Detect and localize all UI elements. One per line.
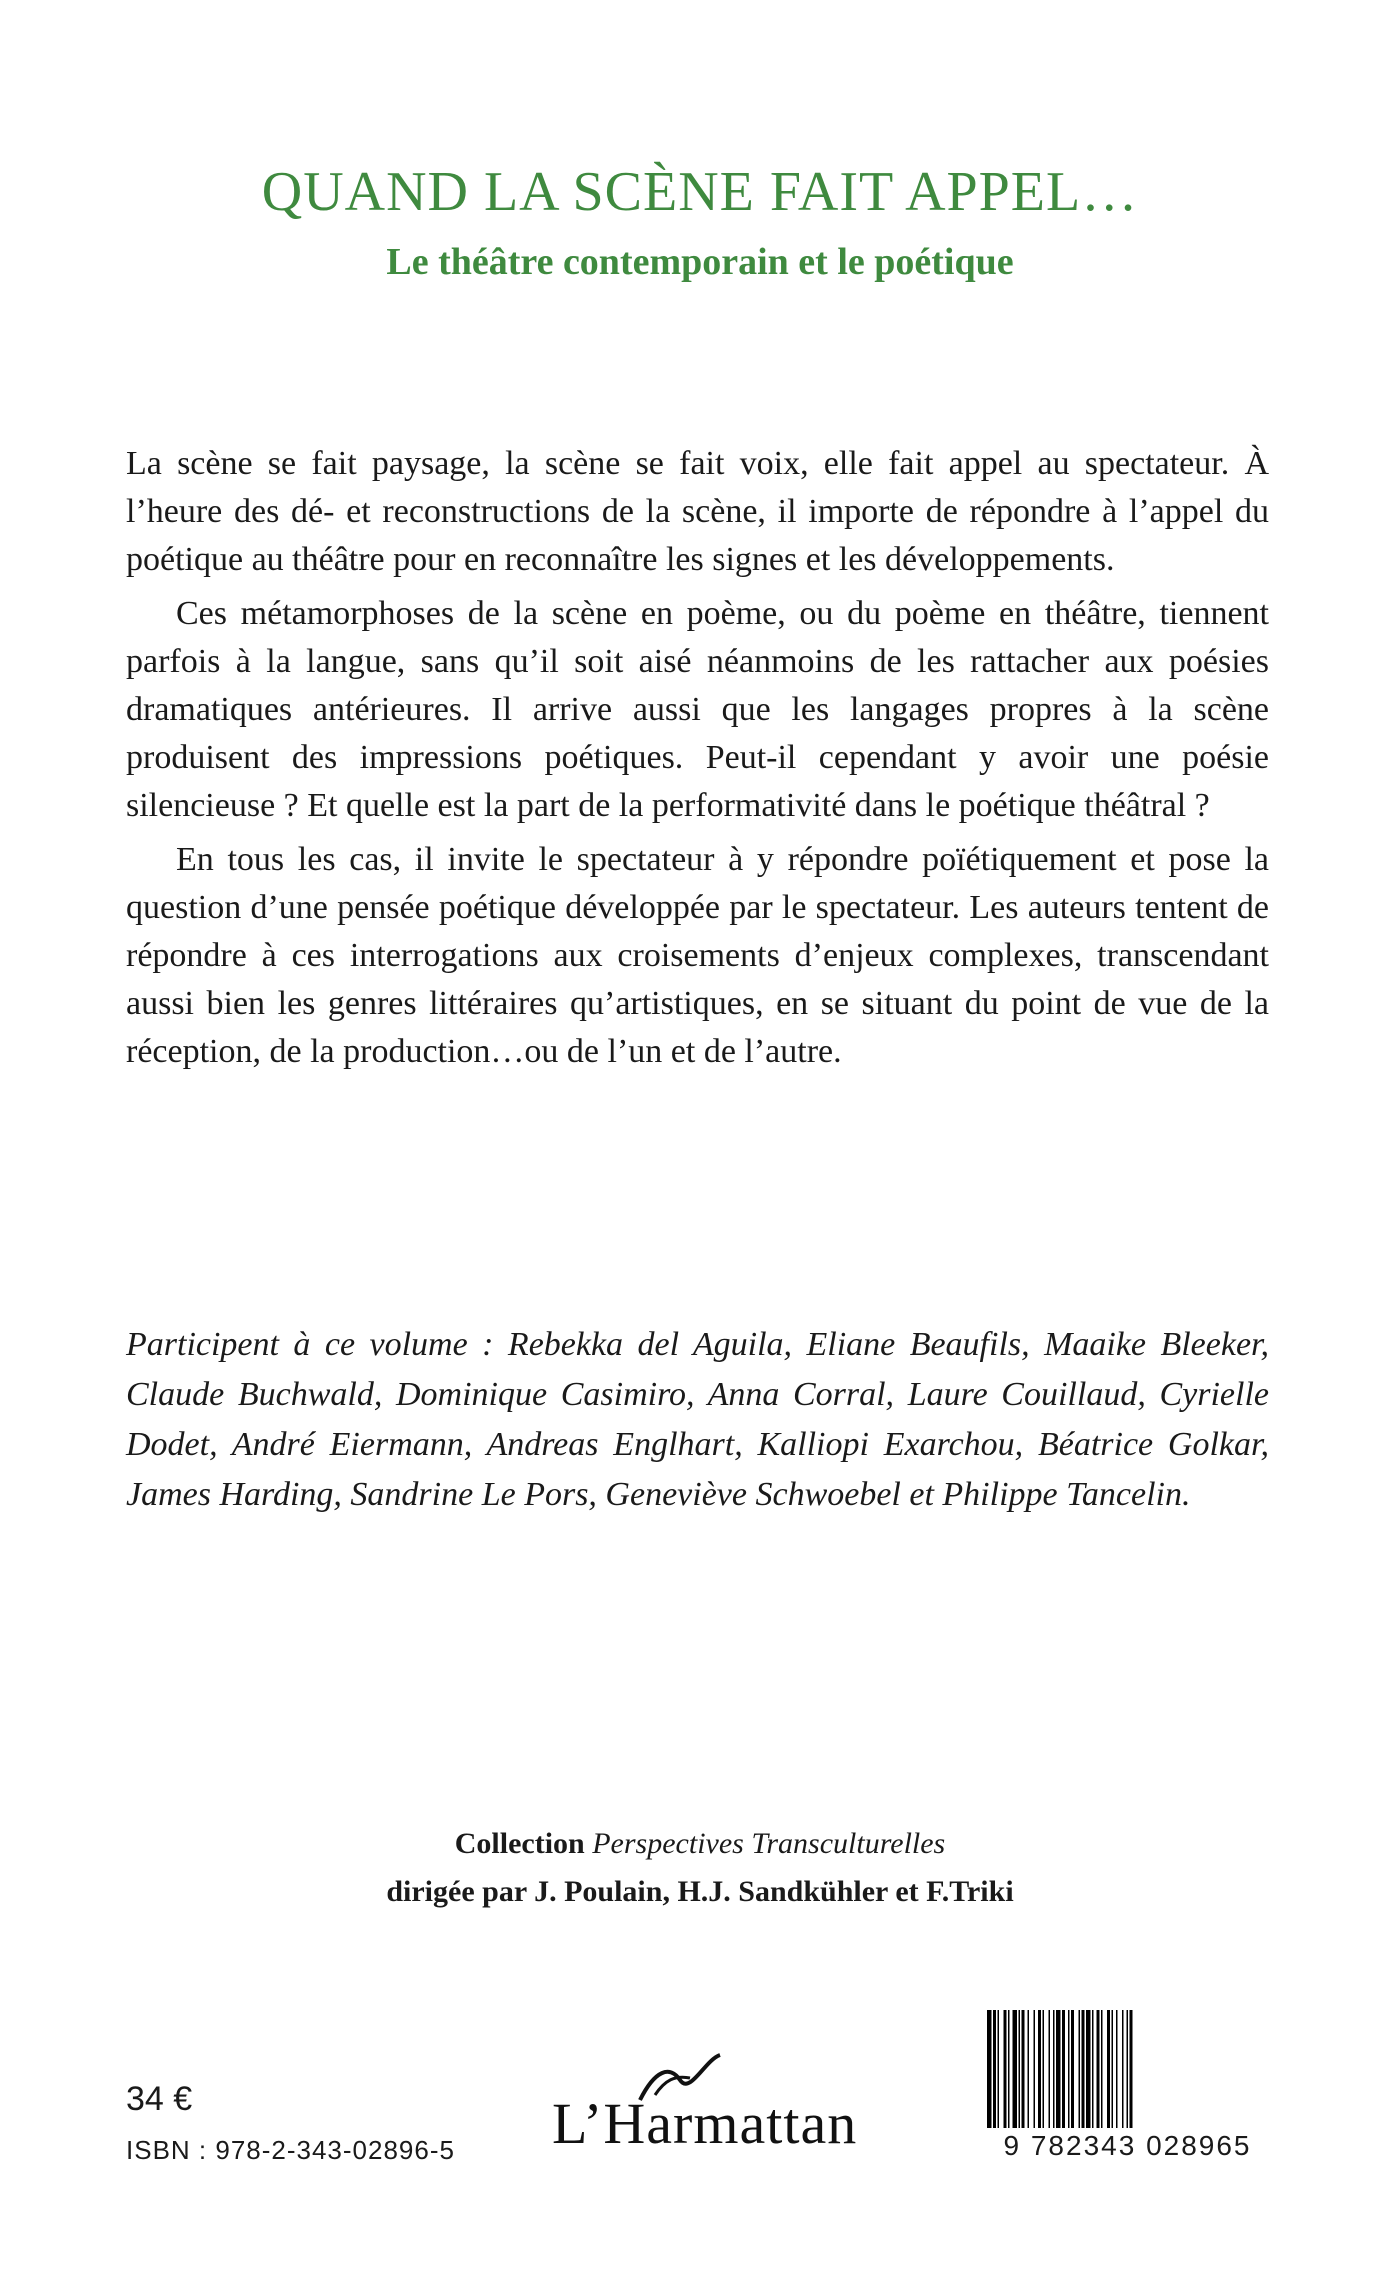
blurb (126, 440, 1269, 1082)
barcode-bar (1086, 2010, 1091, 2128)
price: 34 € (126, 2080, 193, 2118)
barcode-bar (1122, 2010, 1124, 2128)
participants-lead: Participent à ce volume : (126, 1326, 494, 1363)
book-title: QUAND LA SCÈNE FAIT APPEL… (261, 161, 1139, 223)
collection-series: Perspectives Transculturelles (592, 1827, 946, 1860)
barcode-bar (1062, 2010, 1065, 2128)
barcode-bar (1116, 2010, 1118, 2128)
barcode-bar (1053, 2010, 1055, 2128)
barcode-bar (1019, 2010, 1021, 2128)
barcode-bar (1022, 2010, 1025, 2128)
barcode-bar (1130, 2010, 1133, 2128)
barcode-bar (1082, 2010, 1085, 2128)
barcode-bar (1013, 2010, 1018, 2128)
barcode-bar (1008, 2010, 1010, 2128)
barcode-bar (1004, 2010, 1007, 2128)
barcode-bar (1038, 2010, 1041, 2128)
barcode-bar (1028, 2010, 1030, 2128)
barcode-bar (987, 2010, 992, 2128)
barcode-bar (1071, 2010, 1074, 2128)
blurb-paragraph-3: En tous les cas, il invite le spectateur à y répondre poïétiquement et pose la question d’une pensée poétique développée par le spectateur. Les auteurs tentent de répondre à ces interrogations aux croisements d’enjeux complexes, transcendant aussi bien les genres littéraires qu’artistiques, en se situant du point de vue de la réception, de la production…ou de l’un et de l’autre. (126, 841, 1269, 1070)
collection-line (0, 1820, 1400, 1868)
collection-info (0, 1820, 1400, 1916)
barcode-bar (1034, 2010, 1036, 2128)
blurb-paragraph-2: Ces métamorphoses de la scène en poème, ou du poème en théâtre, tiennent parfois à la langue, sans qu’il soit aisé néanmoins de les rattacher aux poésies dramatiques antérieures. Il arrive aussi que les langages propres à la scène produisent des impressions poétiques. Peut-il cependant y avoir une poésie silencieuse ? Et quelle est la part de la performativité dans le poétique théâtral ? (126, 595, 1269, 824)
publisher-logo-text: L’Harmattan (552, 2091, 858, 2156)
isbn: ISBN : 978-2-343-02896-5 (126, 2135, 455, 2165)
collection-directors: dirigée par J. Poulain, H.J. Sandkühler et F.Triki (386, 1875, 1014, 1908)
barcode-bar (1101, 2010, 1103, 2128)
barcode-bar (1068, 2010, 1070, 2128)
barcode-bars (985, 2010, 1270, 2128)
barcode-bar (1107, 2010, 1110, 2128)
book-subtitle: Le théâtre contemporain et le poétique (386, 241, 1014, 283)
barcode-digits: 9 782343 028965 (1003, 2130, 1252, 2161)
barcode-bar (1056, 2010, 1061, 2128)
blurb-paragraph-1: La scène se fait paysage, la scène se fait voix, elle fait appel au spectateur. À l’heure des dé- et reconstructions de la scène, il importe de répondre à l’appel du poétique au théâtre pour en reconnaître les signes et les développements. (126, 445, 1269, 578)
barcode-bar (993, 2010, 996, 2128)
barcode (985, 2010, 1270, 2170)
barcode-bar (1043, 2010, 1045, 2128)
barcode-bar (998, 2010, 1000, 2128)
barcode-bar (1127, 2010, 1129, 2128)
barcode-bar (1049, 2010, 1051, 2128)
barcode-bar (1092, 2010, 1094, 2128)
barcode-bar (1097, 2010, 1100, 2128)
barcode-bar (1079, 2010, 1081, 2128)
barcode-bar (1112, 2010, 1114, 2128)
participants-list (126, 1320, 1269, 1520)
publisher-logo-icon (635, 2050, 725, 2110)
collection-label: Collection (454, 1827, 585, 1860)
participants-names: Rebekka del Aguila, Eliane Beaufils, Maaike Bleeker, Claude Buchwald, Dominique Casimiro, Anna Corral, Laure Couillaud, Cyrielle Dodet, André Eiermann, Andreas Englhart, Kalliopi Exarchou, Béatrice Golkar, James Harding, Sandrine Le Pors, Geneviève Schwoebel et Philippe Tancelin. (126, 1326, 1270, 1513)
